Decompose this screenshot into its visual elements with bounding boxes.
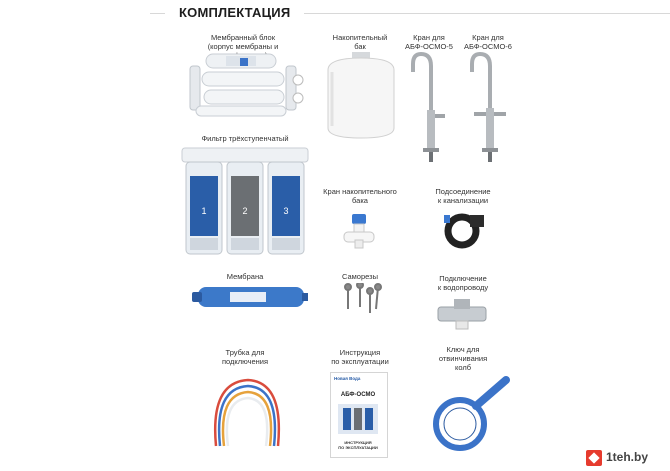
filter-stage-1: 1 bbox=[201, 206, 207, 216]
label-wrench: Ключ для отвинчивания колб bbox=[438, 345, 488, 372]
wrench-image bbox=[420, 376, 510, 456]
label-membrane-block: Мембранный блок (корпус мембраны и bbox=[207, 33, 279, 51]
manual-model: АБФ-ОСМО bbox=[340, 392, 376, 398]
label-screws: Саморезы bbox=[341, 272, 378, 281]
label-water-supply: Подключение к водопроводу bbox=[437, 274, 489, 292]
tube-image bbox=[208, 372, 286, 452]
label-tank-valve: Кран накопительного бака bbox=[323, 187, 397, 205]
water-supply-adapter-image bbox=[436, 297, 488, 331]
faucet-6-image bbox=[466, 50, 514, 162]
filter-stage-3: 3 bbox=[283, 206, 289, 216]
label-drain: Подсоединение к канализации bbox=[435, 187, 491, 205]
faucet-5-image bbox=[409, 50, 453, 162]
label-faucet-6: Кран для АБФ-ОСМО-6 bbox=[464, 33, 512, 51]
label-membrane: Мембрана bbox=[226, 272, 264, 281]
page-title: КОМПЛЕКТАЦИЯ bbox=[165, 2, 304, 24]
manual-brand: Новая Вода bbox=[334, 376, 361, 381]
membrane-block-image bbox=[186, 52, 308, 122]
manual-image bbox=[330, 372, 388, 458]
label-faucet-5: Кран для АБФ-ОСМО-5 bbox=[405, 33, 453, 51]
label-manual: Инструкция по эксплуатации bbox=[331, 348, 389, 366]
watermark-logo-icon bbox=[586, 450, 602, 466]
filter-3-image bbox=[180, 146, 310, 258]
watermark-text: 1teh.by bbox=[606, 450, 649, 464]
manual-footer: ИНСТРУКЦИЯ ПО ЭКСПЛУАТАЦИИ bbox=[338, 440, 378, 450]
membrane-image bbox=[190, 284, 310, 310]
page-header bbox=[0, 0, 670, 26]
label-tube: Трубка для подключения bbox=[221, 348, 269, 366]
tank-image bbox=[322, 52, 400, 142]
tank-valve-image bbox=[340, 212, 380, 250]
filter-stage-2: 2 bbox=[242, 206, 248, 216]
watermark bbox=[580, 445, 670, 471]
drain-saddle-image bbox=[440, 211, 486, 251]
label-filter-3: Фильтр трёхступенчатый bbox=[201, 134, 289, 143]
label-tank: Накопительный бак bbox=[332, 33, 388, 51]
screws-image bbox=[342, 283, 382, 317]
